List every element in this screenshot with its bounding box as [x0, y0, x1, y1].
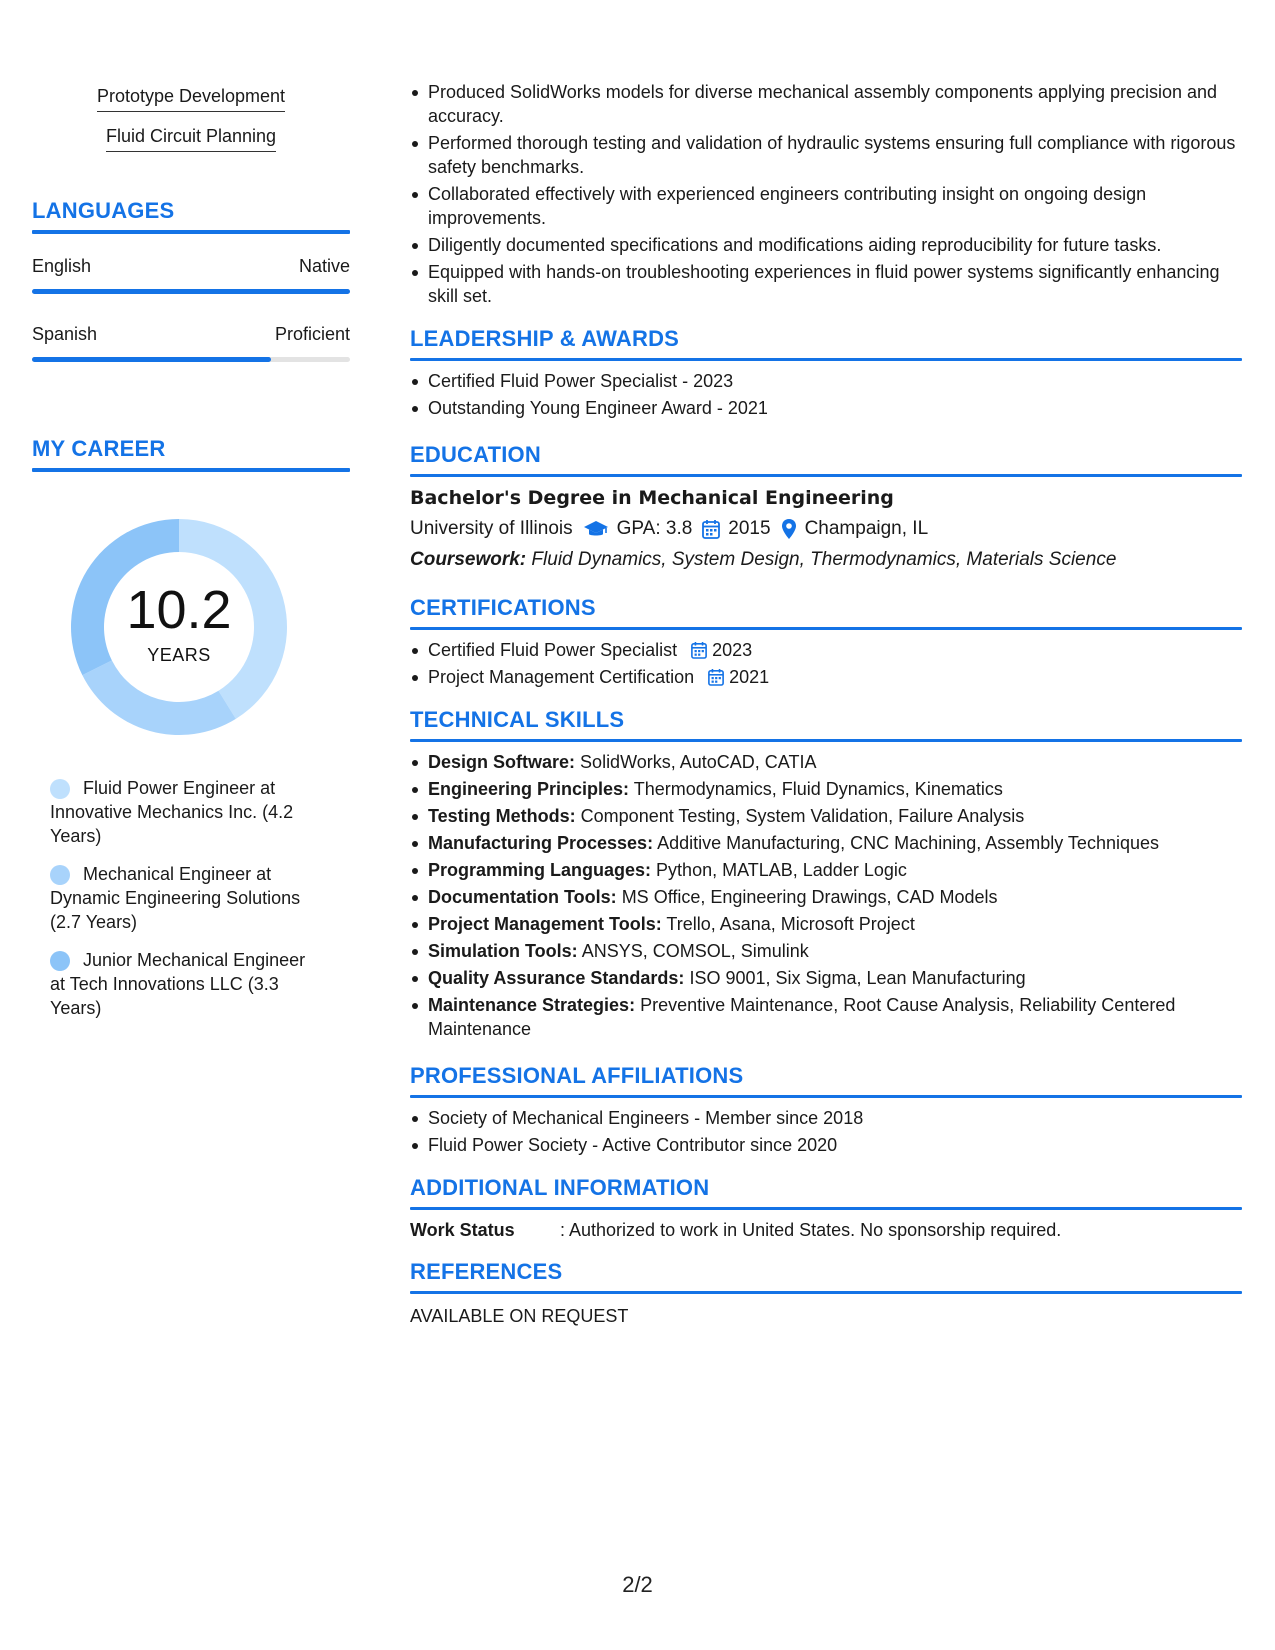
career-donut-chart	[64, 512, 294, 742]
section-title: CERTIFICATIONS	[410, 595, 596, 620]
list-item: Engineering Principles: Thermodynamics, Fluid Dynamics, Kinematics	[428, 777, 1242, 801]
section-title: EDUCATION	[410, 442, 541, 467]
languages-section	[32, 198, 350, 362]
list-item: Maintenance Strategies: Preventive Maintenance, Root Cause Analysis, Reliability Centered Maintenance	[428, 993, 1242, 1041]
work-status-label: Work Status	[410, 1220, 515, 1240]
graduation-year: 2015	[728, 518, 771, 539]
section-rule	[32, 230, 350, 234]
list-item: Produced SolidWorks models for diverse mechanical assembly components applying precision and accuracy.	[428, 80, 1242, 128]
technical-skills-section	[410, 707, 1242, 1041]
list-item: Outstanding Young Engineer Award - 2021	[428, 396, 1242, 420]
list-item: Society of Mechanical Engineers - Member since 2018	[428, 1106, 1242, 1130]
legend-dot	[50, 779, 70, 799]
calendar-icon	[691, 641, 707, 659]
section-title: LEADERSHIP & AWARDS	[410, 326, 680, 351]
language-item	[32, 256, 350, 294]
career-legend-item: Junior Mechanical Engineer at Tech Innovations LLC (3.3 Years)	[50, 950, 306, 1018]
list-item: Project Management Tools: Trello, Asana, Microsoft Project	[428, 912, 1242, 936]
experience-bullets	[410, 80, 1242, 308]
career-legend-item: Mechanical Engineer at Dynamic Engineering Solutions (2.7 Years)	[50, 864, 301, 932]
language-bar-fill	[32, 357, 271, 362]
career-total-years: 10.2	[126, 579, 232, 640]
right-column	[410, 80, 1242, 1327]
education-section	[410, 442, 1242, 571]
section-rule	[410, 1291, 1242, 1294]
references-section	[410, 1259, 1242, 1327]
career-legend	[50, 776, 325, 1020]
section-rule	[32, 468, 350, 472]
additional-info-section	[410, 1175, 1242, 1241]
list-item: Testing Methods: Component Testing, System Validation, Failure Analysis	[428, 804, 1242, 828]
graduation-cap-icon	[583, 519, 609, 539]
work-status-value: : Authorized to work in United States. No sponsorship required.	[560, 1220, 1062, 1240]
career-legend-item: Fluid Power Engineer at Innovative Mechanics Inc. (4.2 Years)	[50, 778, 294, 846]
certification-name: Certified Fluid Power Specialist	[428, 640, 678, 660]
section-rule	[410, 1095, 1242, 1098]
list-item: Equipped with hands-on troubleshooting experiences in fluid power systems significantly enhancing skill set.	[428, 260, 1242, 308]
language-name: Spanish	[32, 324, 98, 344]
language-level: Native	[298, 256, 350, 276]
legend-dot	[50, 951, 70, 971]
coursework	[410, 549, 1242, 571]
section-rule	[410, 1207, 1242, 1210]
list-item: Performed thorough testing and validation of hydraulic systems ensuring full compliance with rigorous safety benchmarks.	[428, 131, 1242, 179]
language-name: English	[32, 256, 92, 276]
list-item	[428, 638, 1242, 662]
leadership-list	[410, 369, 1242, 420]
language-item	[32, 324, 350, 362]
location-pin-icon	[781, 518, 797, 540]
list-item: Design Software: SolidWorks, AutoCAD, CATIA	[428, 750, 1242, 774]
list-item	[428, 665, 1242, 689]
list-item: Programming Languages: Python, MATLAB, Ladder Logic	[428, 858, 1242, 882]
section-title: ADDITIONAL INFORMATION	[410, 1175, 710, 1200]
certification-name: Project Management Certification	[428, 667, 695, 687]
career-section	[32, 436, 350, 1020]
school-location: Champaign, IL	[804, 518, 929, 539]
section-rule	[410, 474, 1242, 477]
certifications-list	[410, 638, 1242, 689]
language-bar	[32, 357, 350, 362]
calendar-icon	[702, 519, 720, 539]
language-level: Proficient	[274, 324, 350, 344]
list-item: Diligently documented specifications and modifications aiding reproducibility for future tasks.	[428, 233, 1242, 257]
list-item: Manufacturing Processes: Additive Manufacturing, CNC Machining, Assembly Techniques	[428, 831, 1242, 855]
language-bar-fill	[32, 289, 350, 294]
list-item: Documentation Tools: MS Office, Engineering Drawings, CAD Models	[428, 885, 1242, 909]
certifications-section	[410, 595, 1242, 689]
school-name: University of Illinois	[410, 518, 573, 539]
gpa: GPA: 3.8	[616, 518, 693, 539]
section-title: REFERENCES	[410, 1259, 563, 1284]
list-item: Collaborated effectively with experienced engineers contributing insight on ongoing design improvements.	[428, 182, 1242, 230]
skill-tag: Prototype Development	[97, 86, 285, 112]
education-details	[410, 518, 1242, 540]
coursework-label: Coursework:	[410, 549, 527, 570]
affiliations-section	[410, 1063, 1242, 1157]
certification-year: 2023	[712, 640, 753, 660]
language-bar	[32, 289, 350, 294]
leadership-section	[410, 326, 1242, 420]
references-text: AVAILABLE ON REQUEST	[410, 1306, 629, 1326]
section-title: TECHNICAL SKILLS	[410, 707, 625, 732]
career-total-unit: YEARS	[147, 644, 211, 665]
section-rule	[410, 739, 1242, 742]
list-item: Quality Assurance Standards: ISO 9001, Six Sigma, Lean Manufacturing	[428, 966, 1242, 990]
section-title: PROFESSIONAL AFFILIATIONS	[410, 1063, 744, 1088]
legend-dot	[50, 865, 70, 885]
list-item: Certified Fluid Power Specialist - 2023	[428, 369, 1242, 393]
list-item: Simulation Tools: ANSYS, COMSOL, Simulink	[428, 939, 1242, 963]
section-title: LANGUAGES	[32, 198, 175, 223]
section-title: MY CAREER	[32, 436, 166, 461]
left-column	[32, 86, 350, 1034]
section-rule	[410, 627, 1242, 630]
certification-year: 2021	[729, 667, 770, 687]
page-number: 2/2	[622, 1572, 653, 1597]
section-rule	[410, 358, 1242, 361]
list-item: Fluid Power Society - Active Contributor since 2020	[428, 1133, 1242, 1157]
degree-title: Bachelor's Degree in Mechanical Engineering	[410, 487, 894, 509]
skill-tag: Fluid Circuit Planning	[106, 126, 276, 152]
calendar-icon	[708, 668, 724, 686]
coursework-value: Fluid Dynamics, System Design, Thermodynamics, Materials Science	[531, 549, 1117, 570]
work-status-row	[410, 1220, 1242, 1241]
affiliations-list	[410, 1106, 1242, 1157]
technical-skills-list	[410, 750, 1242, 1041]
